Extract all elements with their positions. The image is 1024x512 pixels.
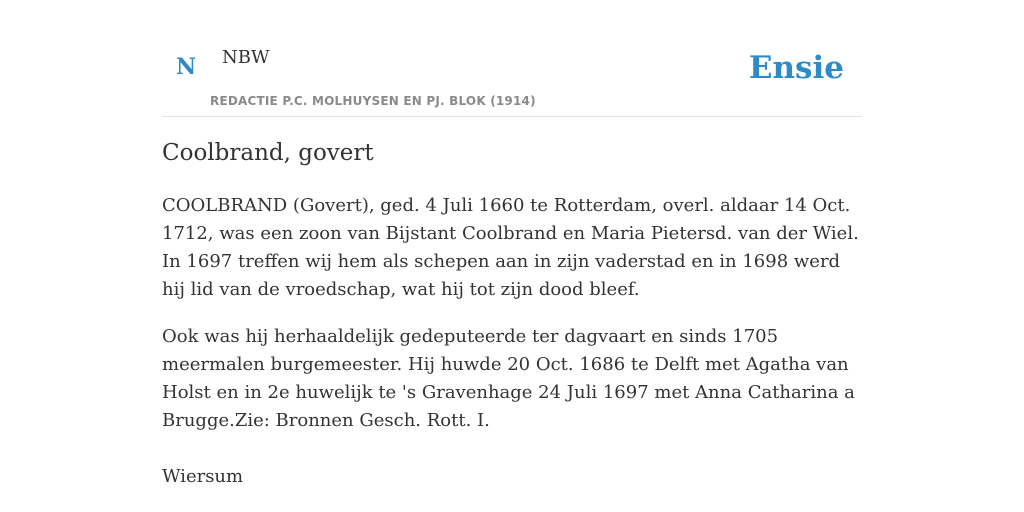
article-author: Wiersum [162,466,244,487]
source-editors: REDACTIE P.C. MOLHUYSEN EN PJ. BLOK (1914) [210,94,536,108]
article-body [162,192,862,454]
article-paragraph: Ook was hij herhaaldelijk gedeputeerde ter dagvaart en sinds 1705 meermalen burgemeester. Hij huwde 20 Oct. 1686 te Delft met Agatha van Holst en in 2e huwelijk te 's Gravenhage 24 Juli 1697 met Anna Catharina a Brugge.Zie: Bronnen Gesch. Rott. I. [162,326,855,431]
article-title: Coolbrand, govert [162,140,374,166]
article-paragraph: COOLBRAND (Govert), ged. 4 Juli 1660 te Rotterdam, overl. aldaar 14 Oct. 1712, was een zoon van Bijstant Coolbrand en Maria Pietersd. van der Wiel. In 1697 treffen wij hem als schepen aan in zijn vaderstad en in 1698 werd hij lid van de vroedschap, wat hij tot zijn dood bleef. [162,195,859,300]
brand-logo-link[interactable]: Ensie [748,50,844,86]
source-logo-link[interactable]: N [176,54,197,80]
source-name[interactable]: NBW [222,47,270,68]
page [162,0,862,487]
source-header [162,0,862,117]
